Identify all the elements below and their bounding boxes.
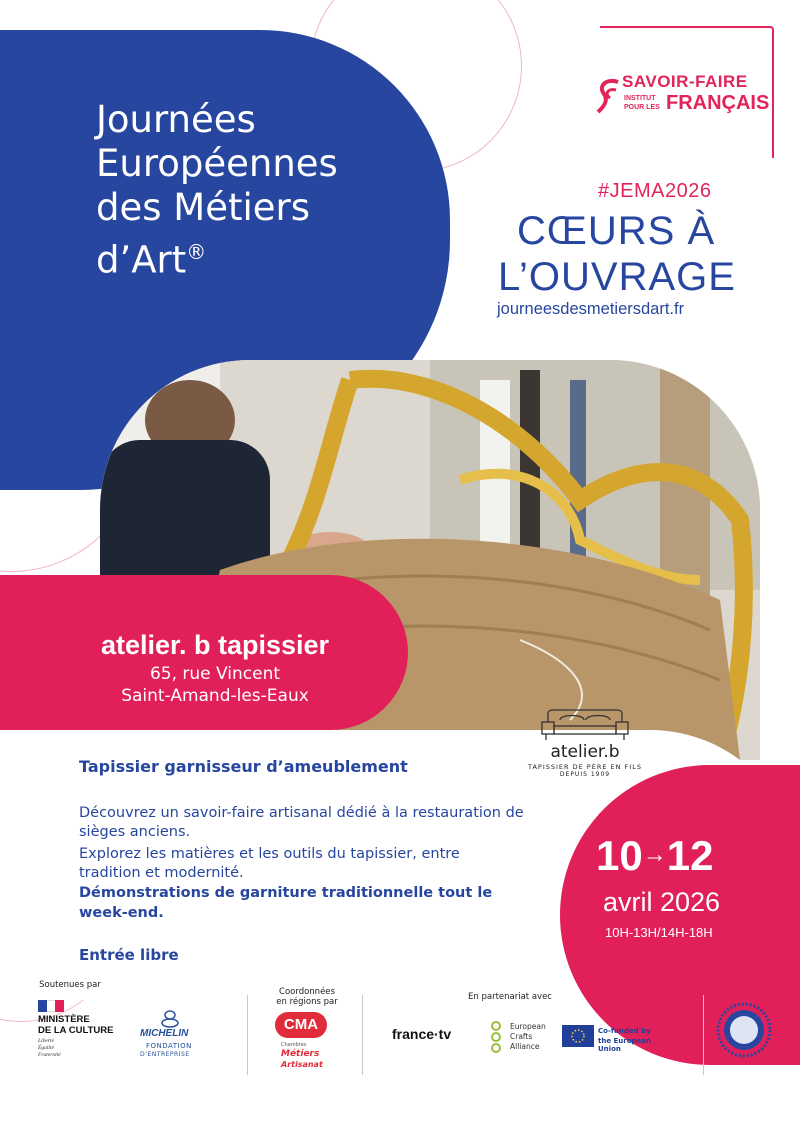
michelin-man-icon <box>158 1010 182 1028</box>
crafts-alliance-icon <box>486 1020 506 1054</box>
workshop-name: atelier. b tapissier <box>100 630 330 660</box>
atelier-b-logo-name: atelier.b <box>550 742 620 762</box>
michelin-foundation-logo <box>140 1010 210 1065</box>
european-crafts-alliance-logo <box>486 1018 556 1058</box>
eca-line-2: Crafts <box>510 1032 533 1041</box>
free-entry: Entrée libre <box>79 946 179 964</box>
motto-1: Liberté <box>38 1038 54 1044</box>
footer-divider-3 <box>703 995 704 1075</box>
demonstration-line-2: week-end. <box>79 905 164 921</box>
date-month: avril 2026 <box>603 887 721 917</box>
event-title-line-2: Européennes <box>96 142 338 185</box>
savoir-faire-logo <box>596 72 770 132</box>
footer-divider-2 <box>362 995 363 1075</box>
opening-hours: 10H-13H/14H-18H <box>605 925 713 940</box>
description-line-3: Explorez les matières et les outils du tapissier, entre <box>79 846 460 862</box>
footer-divider-1 <box>247 995 248 1075</box>
cma-logo <box>275 1012 335 1072</box>
partnership-label: En partenariat avec <box>468 992 552 1002</box>
savoir-faire-swirl-icon <box>596 76 622 116</box>
coordinated-by-line-2: en régions par <box>276 997 338 1007</box>
hashtag: #JEMA2026 <box>598 180 712 202</box>
savoir-faire-pour-les: POUR LES <box>624 104 660 111</box>
eca-line-3: Alliance <box>510 1042 540 1051</box>
workshop-address-city: Saint-Amand-les-Eaux <box>121 686 309 706</box>
workshop-address-street: 65, rue Vincent <box>149 664 281 684</box>
fondation-label: FONDATION <box>146 1042 192 1050</box>
cma-artisanat: Artisanat <box>281 1060 323 1069</box>
michelin-wordmark: MICHELIN <box>140 1028 189 1039</box>
slogan-line-2: L’OUVRAGE <box>498 255 736 299</box>
cma-metiers: Métiers <box>281 1049 320 1059</box>
description-line-2: sièges anciens. <box>79 824 191 840</box>
slogan-line-1: CŒURS À <box>517 209 716 253</box>
french-flag-icon <box>38 1000 64 1012</box>
craft-heading: Tapissier garnisseur d’ameublement <box>79 757 408 776</box>
cma-chambres: Chambres <box>281 1042 307 1048</box>
sofa-icon <box>540 708 630 742</box>
motto-3: Fraternité <box>38 1052 61 1058</box>
eca-line-1: European <box>510 1022 546 1031</box>
savoir-faire-institut: INSTITUT <box>624 95 656 102</box>
atelier-b-tagline: TAPISSIER DE PÈRE EN FILS <box>528 763 642 771</box>
entreprise-label: D’ENTREPRISE <box>140 1051 190 1058</box>
jema-seal-logo <box>716 1002 772 1058</box>
supported-by-label: Soutenues par <box>39 980 101 990</box>
jema-starburst-icon <box>716 1002 772 1058</box>
ministry-culture-logo <box>38 1000 128 1070</box>
coordinated-by-line-1: Coordonnées <box>279 987 335 997</box>
date-arrow-icon: → <box>642 841 667 868</box>
event-title-line-3: des Métiers <box>96 186 311 229</box>
eu-line-2: the European Union <box>598 1037 652 1053</box>
eu-line-1: Co-funded by <box>598 1027 651 1035</box>
demonstration-line-1: Démonstrations de garniture traditionnelle tout le <box>79 885 493 901</box>
website-link[interactable]: journeesdesmetiersdart.fr <box>497 300 685 318</box>
event-title-line-1: Journées <box>96 98 256 141</box>
atelier-b-logo <box>510 700 660 778</box>
eu-cofunded-logo <box>562 1025 672 1051</box>
event-title-line-4: d’Art® <box>96 238 207 282</box>
description-line-4: tradition et modernité. <box>79 865 244 881</box>
savoir-faire-francais: FRANÇAIS <box>666 92 770 114</box>
description-line-1: Découvrez un savoir-faire artisanal dédié à la restauration de <box>79 805 524 821</box>
cma-wordmark: CMA <box>275 1012 327 1038</box>
registered-mark: ® <box>186 240 207 264</box>
ministry-name-2: DE LA CULTURE <box>38 1025 114 1036</box>
motto-2: Égalité <box>38 1045 54 1051</box>
eu-flag-icon <box>562 1025 594 1047</box>
france-tv-logo: france·tv <box>392 1026 452 1042</box>
atelier-b-since: DEPUIS 1909 <box>559 771 611 778</box>
date-range: 10→12 <box>596 832 714 879</box>
ministry-name-1: MINISTÈRE <box>38 1014 90 1025</box>
savoir-faire-brand: SAVOIR-FAIRE <box>622 72 748 91</box>
